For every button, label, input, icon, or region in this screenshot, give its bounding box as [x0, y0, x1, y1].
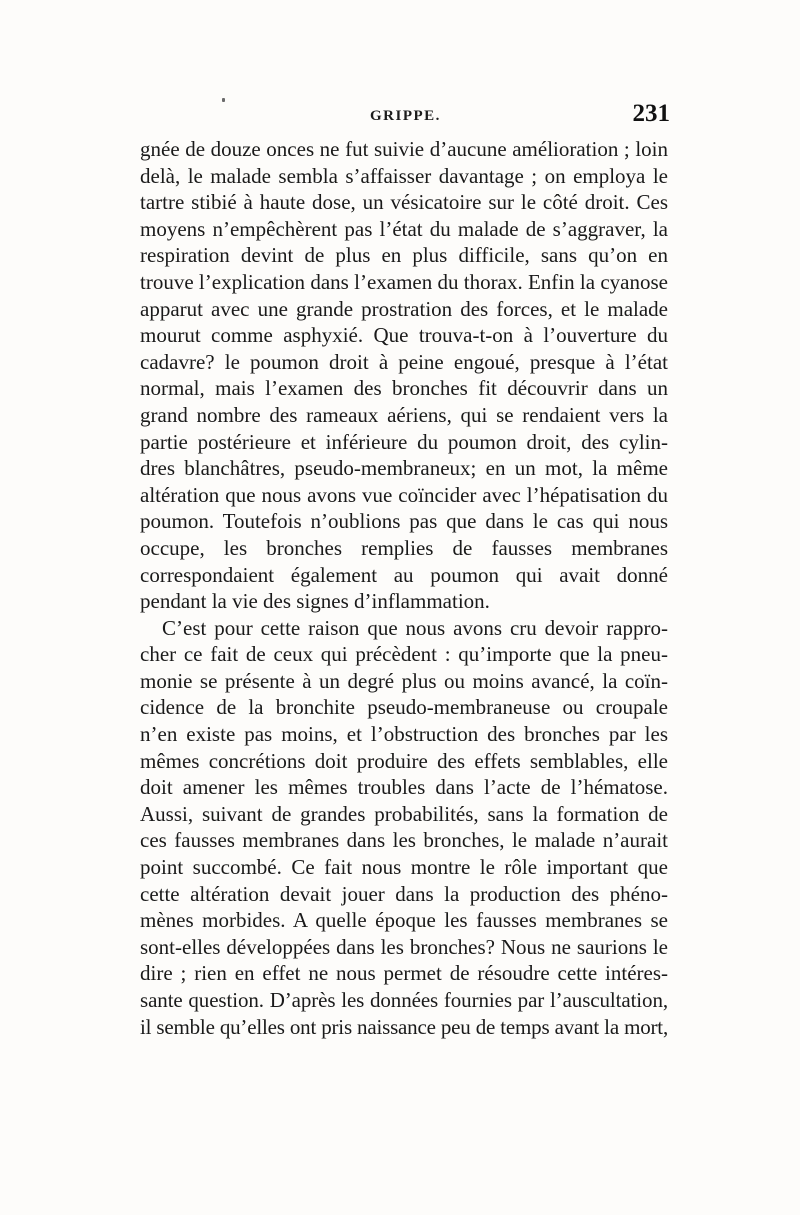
text-line: il semble qu’elles ont pris naissance peu de temps avant la mort,	[140, 1014, 668, 1039]
text-line: altération que nous avons vue coïncider avec l’hépatisation du	[140, 482, 668, 507]
text-line: n’en existe pas moins, et l’obstruction des bronches par les	[140, 722, 668, 747]
text-line: Aussi, suivant de grandes probabilités, sans la formation de	[140, 801, 668, 826]
text-line: normal, mais l’examen des bronches fit découvrir dans un	[140, 376, 668, 401]
page-number: 231	[632, 100, 670, 127]
paragraph-start-line: C’est pour cette raison que nous avons cru devoir rappro-	[162, 615, 668, 640]
paragraph-end-line: pendant la vie des signes d’inflammation.	[140, 589, 490, 614]
text-line: moyens n’empêchèrent pas l’état du malade de s’aggraver, la	[140, 216, 668, 241]
text-line: monie se présente à un degré plus ou moins avancé, la coïn-	[140, 668, 668, 693]
text-line: trouve l’explication dans l’examen du thorax. Enfin la cyanose	[140, 269, 668, 294]
text-line: occupe, les bronches remplies de fausses membranes	[140, 535, 668, 560]
text-line: cher ce fait de ceux qui précèdent : qu’importe que la pneu-	[140, 642, 668, 667]
text-line: dire ; rien en effet ne nous permet de résoudre cette intéres-	[140, 961, 668, 986]
text-line: mourut comme asphyxié. Que trouva-t-on à l’ouverture du	[140, 323, 668, 348]
text-line: delà, le malade sembla s’affaisser davantage ; on employa le	[140, 163, 668, 188]
text-line: apparut avec une grande prostration des forces, et le malade	[140, 296, 668, 321]
text-line: tartre stibié à haute dose, un vésicatoire sur le côté droit. Ces	[140, 190, 668, 215]
text-line: cidence de la bronchite pseudo-membraneuse ou croupale	[140, 695, 668, 720]
running-title: GRIPPE.	[370, 108, 441, 124]
text-line: poumon. Toutefois n’oublions pas que dans le cas qui nous	[140, 509, 668, 534]
text-line: ces fausses membranes dans les bronches, le malade n’aurait	[140, 828, 668, 853]
text-line: cette altération devait jouer dans la production des phéno-	[140, 881, 668, 906]
text-line: respiration devint de plus en plus difficile, sans qu’on en	[140, 243, 668, 268]
page-header	[140, 100, 670, 134]
text-line: sante question. D’après les données fournies par l’auscultation,	[140, 988, 668, 1012]
text-line: partie postérieure et inférieure du poumon droit, des cylin-	[140, 429, 668, 454]
text-line: correspondaient également au poumon qui avait donné	[140, 562, 668, 587]
text-line: sont-elles développées dans les bronches? Nous ne saurions le	[140, 934, 668, 959]
body-text	[140, 136, 668, 1040]
text-line: doit amener les mêmes troubles dans l’acte de l’hématose.	[140, 775, 668, 800]
text-line: cadavre? le poumon droit à peine engoué, presque à l’état	[140, 349, 668, 374]
text-line: mêmes concrétions doit produire des effets semblables, elle	[140, 748, 668, 773]
text-line: point succombé. Ce fait nous montre le rôle important que	[140, 855, 668, 880]
text-line: mènes morbides. A quelle époque les fausses membranes se	[140, 908, 668, 933]
text-line: grand nombre des rameaux aériens, qui se rendaient vers la	[140, 402, 668, 427]
text-line: dres blanchâtres, pseudo-membraneux; en un mot, la même	[140, 456, 668, 481]
text-line: gnée de douze onces ne fut suivie d’aucune amélioration ; loin	[140, 137, 668, 161]
